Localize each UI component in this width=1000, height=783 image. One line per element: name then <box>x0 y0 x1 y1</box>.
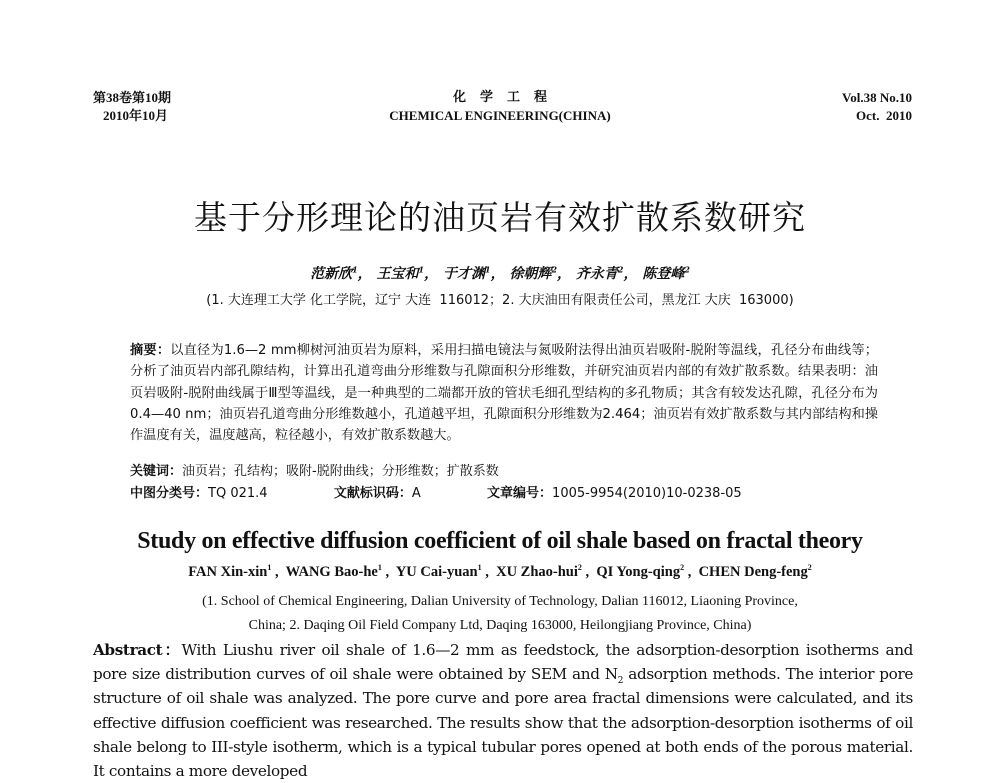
authors-cn: 范新欣$^1$， 王宝和$^1$， 于才渊$^1$， 徐朝辉$^2$， 齐永青$^2$， 陈登峰$^2$ <box>310 264 690 282</box>
author-cn: 陈登峰$^2$ <box>642 264 690 282</box>
author-cn: 齐永青$^2$ <box>575 264 624 282</box>
author-en: CHEN Deng-feng$^2$ <box>698 563 812 580</box>
volume-issue-en: Vol.38 No.10 <box>842 90 912 105</box>
journal-name-en: CHEMICAL ENGINEERING(CHINA) <box>389 108 611 123</box>
volume-issue-cn: 第38卷第10期 <box>93 90 172 105</box>
abstract-en: Abstract：With Liushu river oil shale of 1.6—2 mm as feedstock, the adsorption-desorption isotherms and pore size distribution curves of oil shale were obtained by SEM and $N_2$ adsorption methods. The interior pore structure of oil shale was analyzed. The pore curve and pore area fractal dimensions were calculated, and its effective diffusion coefficient was researched. The results show that the adsorption-desorption isotherms of oil shale belong to III-style isotherm, which is a typical tubular pores opened at both ends of the porous material. It contains a more developed <box>93 641 914 781</box>
author-cn: 王宝和$^1$ <box>376 264 425 282</box>
abstract-label-en: Abstract <box>93 641 163 659</box>
doc-code-label: 文献标识码： <box>333 486 412 501</box>
author-en: WANG Bao-$he^1$ <box>285 563 382 580</box>
date-cn: 2010年10月 <box>103 108 169 123</box>
author-cn: 于才渊$^1$ <box>442 264 491 282</box>
author-cn: 范新欣$^1$ <box>310 264 358 282</box>
doc-code-value: A <box>411 486 421 501</box>
affiliations-cn: (1. 大连理工大学 化工学院，辽宁 大连 116012；2. 大庆油田有限责任公司，黑龙江 大庆 163000) <box>206 293 794 308</box>
author-en: YU Cai-yuan$^1$ <box>395 563 482 580</box>
abstract-label-cn: 摘要： <box>130 343 171 358</box>
author-cn: 徐朝辉$^2$ <box>509 264 558 282</box>
keywords-label-cn: 关键词： <box>130 464 183 479</box>
journal-name-cn: 化学工程 <box>452 90 561 105</box>
abstract-text-en: With Liushu river oil shale of 1.6—2 mm as feedstock, the adsorption-desorption isotherms and pore size distribution curves of oil shale were obtained by SEM and N <box>93 641 913 684</box>
keywords-cn <box>130 460 499 479</box>
clc-value: TQ 021.4 <box>208 486 268 501</box>
author-en: XU Zhao-hui$^2$ <box>496 563 582 580</box>
affiliation-en-line2: China; 2. Daqing Oil Field Company Ltd, Daqing 163000, Heilongjiang Province, China) <box>248 618 752 633</box>
author-en: FAN Xin-xin$^1$ <box>188 563 272 580</box>
date-en: Oct. 2010 <box>856 108 912 123</box>
header-right <box>800 89 912 125</box>
article-no-label: 文章编号： <box>487 486 553 501</box>
authors-en: FAN Xin-xin$^1$ , WANG Bao-$he^1$ , YU Cai-yuan$^1$ , XU Zhao-hui$^2$ , QI Yong-qing$^2$ , CHEN Deng-feng$^2$ <box>188 563 812 580</box>
author-en: QI Yong-qing$^2$ <box>596 563 685 580</box>
clc-label: 中图分类号： <box>130 486 209 501</box>
keywords-text-cn: 油页岩；孔结构；吸附-脱附曲线；分形维数；扩散系数 <box>182 464 499 479</box>
abstract-text-cn: 以直径为1.6—2 mm柳树河油页岩为原料，采用扫描电镜法与氮吸附法得出油页岩吸附-脱附等温线，孔径分布曲线等；分析了油页岩内部孔隙结构，计算出孔道弯曲分形维数与孔隙面积分形维数，并研究油页岩内部的有效扩散系数。结果表明：油页岩吸附-脱附曲线属于Ⅲ型等温线，是一种典型的二端都开放的管状毛细孔型结构的多孔物质；其含有较发达孔隙，孔径分布为0.4—40 nm；油页岩孔道弯曲分形维数越小，孔道越平坦，孔隙面积分形维数为2.464；油页岩有效扩散系数与其内部结构和操作温度有关，温度越高，粒径越小，有效扩散系数越大。 <box>130 343 878 444</box>
paper-title-cn: 基于分形理论的油页岩有效扩散系数研究 <box>194 198 806 237</box>
article-no-value: 1005-9954(2010)10-0238-05 <box>552 486 742 501</box>
abstract-cn <box>130 340 878 446</box>
paper-title-en: Study on effective diffusion coefficient of oil shale based on fractal theory <box>137 528 863 554</box>
affiliations-en <box>0 590 1000 638</box>
affiliation-en-line1: (1. School of Chemical Engineering, Dalian University of Technology, Dalian 116012, Liaoning Province, <box>202 594 798 609</box>
classification-line <box>130 482 742 501</box>
